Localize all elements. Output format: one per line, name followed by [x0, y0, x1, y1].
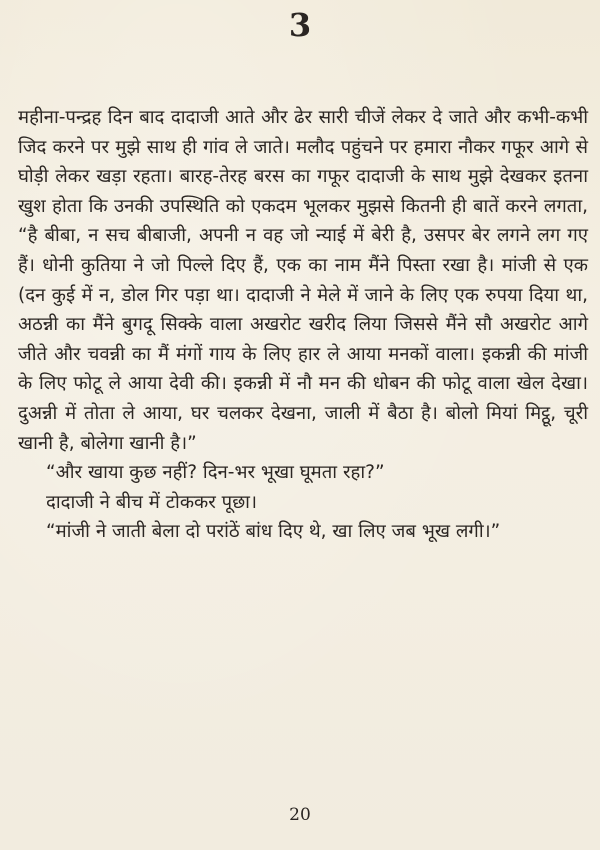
page-number: 20 [289, 805, 311, 825]
paragraph-3: दादाजी ने बीच में टोककर पूछा। [46, 491, 257, 513]
paragraph-1: महीना-पन्द्रह दिन बाद दादाजी आते और ढेर सारी चीजें लेकर दे जाते और कभी-कभी जिद करने पर मुझे साथ ही गांव ले जाते। मलौद पहुंचने पर हमारा नौकर गफूर आगे से घोड़ी लेकर खड़ा रहता। बारह-तेरह बरस का गफूर दादाजी के साथ मुझे देखकर इतना खुश होता कि उनकी उपस्थिति को एकदम भूलकर मुझसे कितनी ही बातें करने लगता, “है बीबा, न सच बीबाजी, अपनी न वह जो न्याई में बेरी है, उसपर बेर लगने लग गए हैं। धोनी कुतिया ने जो पिल्ले दिए हैं, एक का नाम मैंने पिस्ता रखा है। मांजी से एक (दन कुई में न, डोल गिर पड़ा था। दादाजी ने मेले में जाने के लिए एक रुपया दिया था, अठन्नी का मैंने बुगदू सिक्के वाला अखरोट खरीद लिया जिससे मैंने सौ अखरोट आगे जीते और चवन्नी का मैं मंगों गाय के लिए हार ले आया मनकों वाला। इकन्नी की मांजी के लिए फोटू ले आया देवी की। इकन्नी में नौ मन की धोबन की फोटू वाला खेल देखा। दुअन्नी में तोता ले आया, घर चलकर देखना, जाली में बैठा है। बोलो मियां मिट्ठू, चूरी खानी है, बोलेगा खानी है।” [18, 107, 588, 454]
paragraph-4: “मांजी ने जाती बेला दो परांठें बांध दिए थे, खा लिए जब भूख लगी।” [46, 521, 501, 543]
chapter-number: 3 [288, 6, 312, 44]
body-text [18, 103, 588, 547]
paragraph-2: “और खाया कुछ नहीं? दिन-भर भूखा घूमता रहा?” [46, 462, 385, 484]
